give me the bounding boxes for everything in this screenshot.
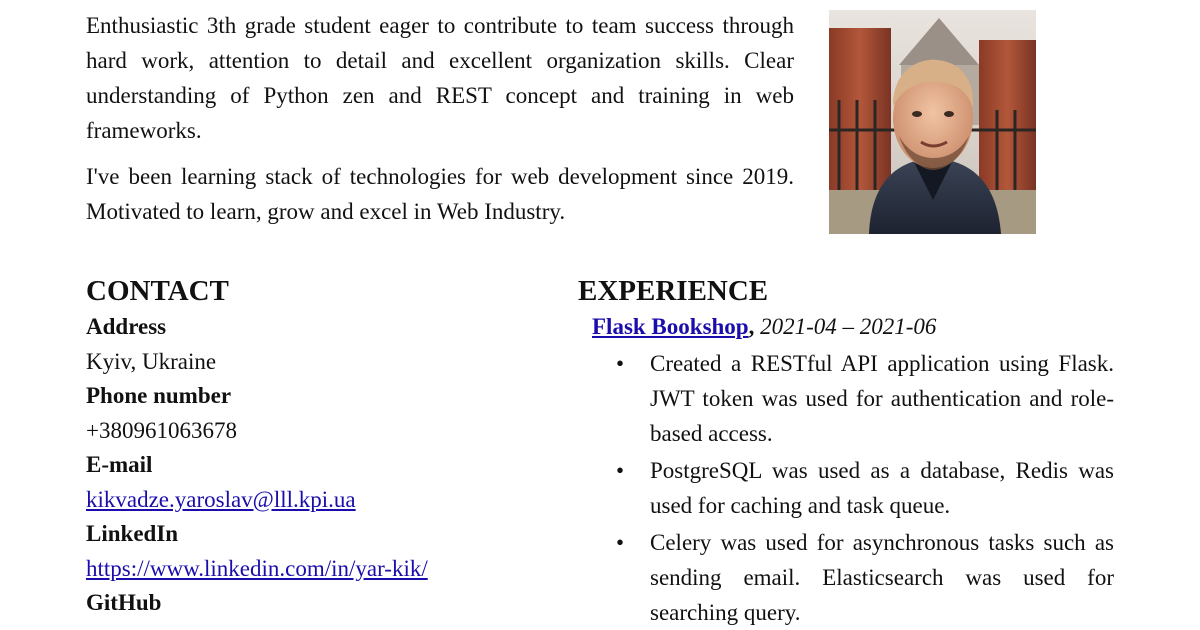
experience-section — [578, 272, 1118, 630]
contact-section — [86, 272, 546, 621]
intro-paragraph: Enthusiastic 3th grade student eager to contribute to team success through hard work, attention to detail and excellent organization skills. Clear understanding of Python zen and REST concept and training in web frameworks. — [86, 13, 794, 143]
address-value: Kyiv, Ukraine — [86, 348, 217, 374]
linkedin-link[interactable]: https://www.linkedin.com/in/yar-kik/ — [86, 555, 428, 581]
phone-label: Phone number — [86, 383, 232, 408]
email-label: E-mail — [86, 452, 153, 477]
job-dates: 2021-04 – 2021-06 — [760, 314, 937, 339]
contact-title: CONTACT — [86, 275, 229, 307]
list-item — [578, 525, 1114, 630]
list-item — [578, 346, 1114, 451]
intro-paragraph: I've been learning stack of technologies for web development since 2019. Motivated to learn, grow and excel in Web Industry. — [86, 164, 794, 224]
job-heading — [592, 310, 1118, 344]
bullet-icon: • — [616, 530, 625, 555]
job-bullet-list — [578, 346, 1118, 630]
github-label: GitHub — [86, 590, 162, 615]
job-separator: , — [748, 314, 755, 339]
bullet-text: Celery was used for asynchronous tasks such as sending email. Elasticsearch was used for searching query. — [650, 530, 1114, 625]
linkedin-label: LinkedIn — [86, 521, 179, 546]
email-link[interactable]: kikvadze.yaroslav@lll.kpi.ua — [86, 486, 356, 512]
list-item — [578, 453, 1114, 523]
bullet-text: Created a RESTful API application using Flask. JWT token was used for authentication and role-based access. — [650, 351, 1114, 446]
bullet-text: PostgreSQL was used as a database, Redis was used for caching and task queue. — [650, 458, 1114, 518]
bullet-icon: • — [616, 458, 625, 483]
job-link-flask-bookshop[interactable]: Flask Bookshop — [592, 314, 749, 339]
bullet-icon: • — [616, 351, 625, 376]
phone-value: +380961063678 — [86, 417, 237, 443]
portrait-image — [829, 10, 1036, 234]
profile-photo — [829, 10, 1036, 234]
experience-title: EXPERIENCE — [578, 275, 769, 307]
address-label: Address — [86, 314, 167, 339]
intro-summary — [86, 8, 794, 240]
